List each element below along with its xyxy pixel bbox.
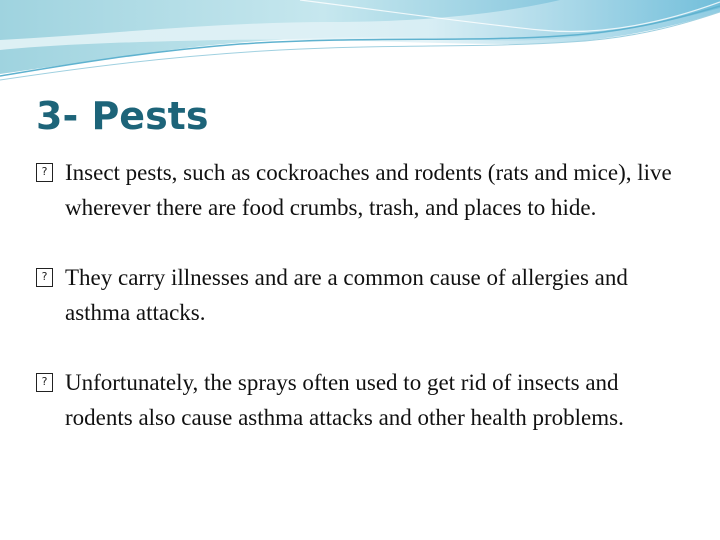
bullet-text: They carry illnesses and are a common cause of allergies and asthma attacks. (65, 265, 628, 325)
missing-glyph-box-icon: ? (36, 163, 53, 182)
bullet-item (36, 260, 676, 330)
bullet-text: Unfortunately, the sprays often used to get rid of insects and rodents also cause asthma attacks and other health problems. (65, 370, 624, 430)
decorative-wave-header (0, 0, 720, 90)
bullet-item (36, 155, 676, 225)
missing-glyph-box-icon: ? (36, 268, 53, 287)
slide-title: 3- Pests (36, 94, 209, 138)
missing-glyph-box-icon: ? (36, 373, 53, 392)
bullet-text: Insect pests, such as cockroaches and rodents (rats and mice), live wherever there are food crumbs, trash, and places to hide. (65, 160, 672, 220)
bullet-item (36, 365, 676, 435)
bullet-list (36, 155, 676, 435)
